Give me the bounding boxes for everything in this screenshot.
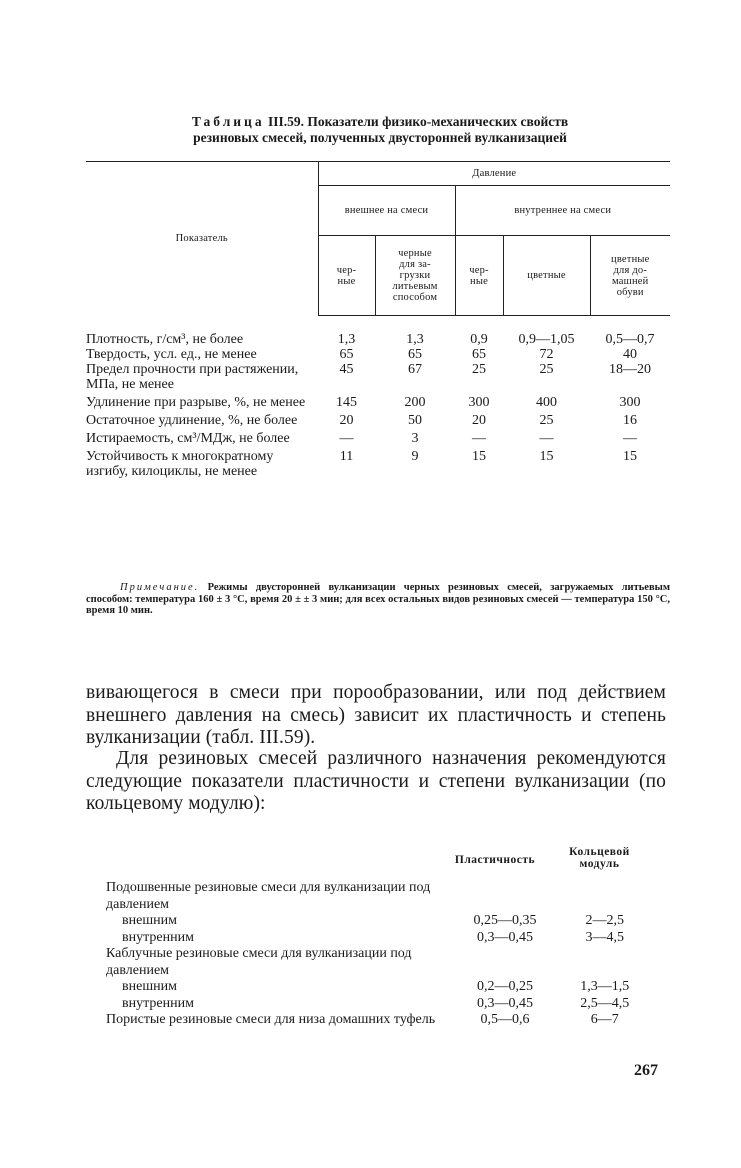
row-value: — [623, 431, 637, 446]
plasticity-table-body [106, 880, 651, 1029]
table2-plasticity-value: 0,25—0,35 [473, 913, 537, 928]
table2-header-modulus: Кольцевой модуль [569, 846, 630, 870]
row-value: 20 [339, 413, 354, 428]
note-text: Режимы двусторонней вулканизации черных резиновых смесей, загружаемых литьевым способом: температура 160 ± 3 °С, время 20 ± ± 3 мин; для всех остальных видов резиновых смесей — температура 150 °С, время 10 мин. [86, 582, 670, 616]
header-col-colored-home: цветные для до-машней обуви [590, 236, 670, 316]
row-value: 300 [468, 395, 490, 410]
row-value: 200 [404, 395, 426, 410]
table2-row [106, 946, 651, 979]
row-value: 9 [411, 449, 419, 464]
row-value: 0,9—1,05 [518, 332, 575, 347]
table2-plasticity-value [451, 880, 558, 913]
table2-row [106, 1012, 651, 1029]
table-title [70, 114, 690, 146]
table2-row-label: внешним [122, 913, 177, 928]
table2-row-label: внешним [122, 979, 177, 994]
table2-row [106, 930, 651, 947]
row-value: 300 [619, 395, 641, 410]
table2-plasticity-value: 0,2—0,25 [476, 979, 533, 994]
row-value: 18—20 [609, 362, 651, 377]
row-value: 20 [472, 413, 486, 428]
plasticity-table [106, 880, 651, 1029]
table2-row-label: внутренним [122, 995, 194, 1011]
table-title-rest: III.59. Показатели физико-механических свойств [267, 114, 569, 129]
row-label: Истираемость, см³/МДж, не более [86, 431, 290, 446]
table2-row-label: Каблучные резиновые смеси для вулканизации под давлением [106, 946, 412, 978]
row-value: 25 [539, 413, 554, 428]
table2-modulus-value: 2—2,5 [585, 913, 625, 928]
row-value: 25 [472, 362, 486, 377]
table2-header-plasticity: Пластичность [454, 854, 536, 866]
row-value: 50 [408, 413, 422, 428]
table2-plasticity-value [451, 946, 558, 979]
header-indicator: Показатель [86, 162, 318, 316]
header-col-colored: цветные [503, 236, 590, 316]
row-label: Твердость, усл. ед., не менее [86, 347, 257, 362]
header-col-black-cast: черные для за-грузки литьевым способом [375, 236, 455, 316]
table2-modulus-value: 3—4,5 [585, 929, 625, 945]
table-row [86, 446, 670, 479]
table2-plasticity-value: 0,3—0,45 [476, 995, 533, 1011]
table-title-lead: Таблица [191, 114, 265, 129]
row-value: 0,9 [470, 332, 488, 347]
row-value: 67 [408, 362, 422, 377]
row-label: Устойчивость к многократному изгибу, килоциклы, не менее [86, 449, 274, 479]
page-number: 267 [634, 1062, 658, 1079]
row-value: 45 [339, 362, 354, 377]
table-row [86, 428, 670, 446]
body-paragraph: вивающегося в смеси при порообразовании, или под действием внешнего давления на смесь) зависит их пластичность и степень вулканизации (табл. III.59). [86, 682, 666, 748]
row-value: — [339, 431, 354, 446]
row-value: 400 [536, 395, 557, 410]
row-label: Остаточное удлинение, %, не более [86, 413, 298, 428]
row-label: Плотность, г/см³, не более [86, 331, 244, 347]
table2-row-label: внутренним [122, 929, 194, 945]
row-value: 1,3 [337, 332, 356, 347]
row-value: 3 [411, 431, 419, 446]
row-value: 15 [539, 449, 554, 464]
row-value: — [539, 431, 554, 446]
table2-modulus-value [559, 946, 651, 979]
table-title-line2: резиновых смесей, полученных двусторонней вулканизацией [193, 130, 567, 145]
row-value: 1,3 [406, 332, 424, 347]
table-row [86, 362, 670, 392]
properties-table [86, 161, 670, 479]
row-value: 15 [472, 449, 486, 464]
note-lead: Примечание. [120, 582, 200, 593]
table2-row [106, 913, 651, 930]
header-col-black-internal: чер-ные [455, 236, 503, 316]
row-value: 15 [623, 449, 637, 464]
row-value: 40 [623, 347, 637, 362]
table2-modulus-value: 1,3—1,5 [580, 979, 630, 994]
row-value: — [472, 431, 486, 446]
row-value: 65 [472, 347, 486, 362]
header-internal: внутреннее на смеси [455, 186, 670, 236]
table2-modulus-value [559, 880, 651, 913]
row-value: 65 [339, 347, 354, 362]
header-pressure: Давление [318, 162, 670, 186]
table2-row-label: Пористые резиновые смеси для низа домашних туфель [106, 1012, 436, 1027]
table-note [86, 582, 670, 617]
table2-row [106, 979, 651, 996]
table2-row [106, 880, 651, 913]
row-value: 72 [539, 347, 554, 362]
row-value: 65 [408, 347, 422, 362]
table2-modulus-value: 2,5—4,5 [580, 995, 630, 1011]
table2-row [106, 996, 651, 1013]
row-value: 25 [539, 362, 554, 377]
table-row [86, 410, 670, 428]
body-paragraph: Для резиновых смесей различного назначения рекомендуются следующие показатели пластичности и степени вулканизации (по кольцевому модулю): [86, 748, 666, 814]
row-label: Предел прочности при растяжении, МПа, не менее [86, 362, 299, 392]
table2-modulus-value: 6—7 [590, 1012, 619, 1027]
table-row [86, 316, 670, 348]
table-body [86, 316, 670, 480]
header-external: внешнее на смеси [318, 186, 455, 236]
header-col-black: чер-ные [318, 236, 375, 316]
table-row [86, 392, 670, 410]
table-row [86, 347, 670, 362]
row-value: 0,5—0,7 [605, 332, 655, 347]
table-title-line1 [70, 114, 690, 130]
row-value: 11 [339, 449, 354, 464]
row-value: 16 [623, 413, 637, 428]
table2-row-label: Подошвенные резиновые смеси для вулканизации под давлением [106, 880, 431, 912]
row-value: 145 [336, 395, 357, 410]
row-label: Удлинение при разрыве, %, не менее [86, 395, 306, 410]
table2-plasticity-value: 0,3—0,45 [476, 929, 533, 945]
table2-plasticity-value: 0,5—0,6 [480, 1012, 530, 1027]
